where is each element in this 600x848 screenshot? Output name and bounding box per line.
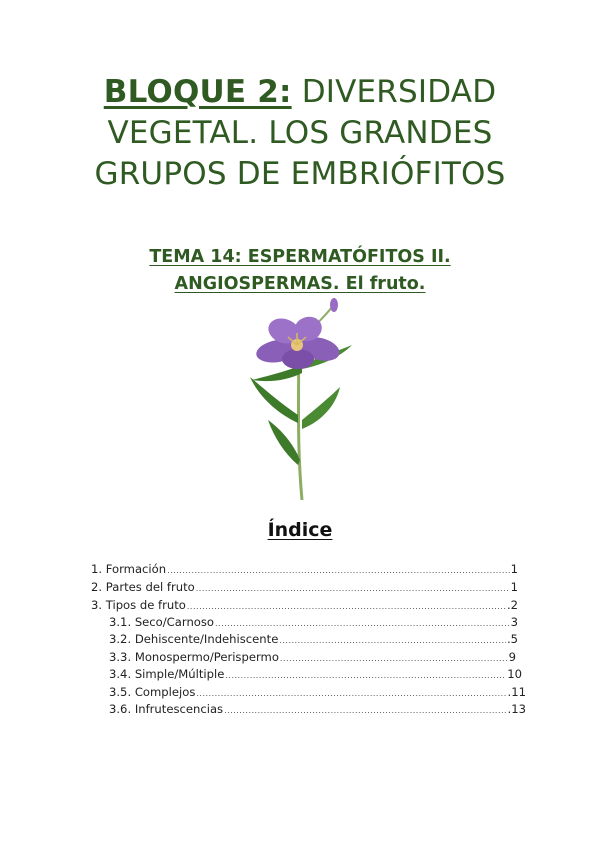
document-title: [0, 72, 600, 195]
toc-page: 1: [510, 580, 518, 594]
toc-leader-dots: [215, 615, 510, 632]
toc-leader-dots: [224, 702, 506, 719]
toc-page: .13: [507, 702, 526, 716]
toc-label: Simple/Múltiple: [134, 667, 225, 681]
block-label: BLOQUE 2:: [103, 74, 292, 110]
toc-page: 10: [507, 667, 522, 681]
toc-entry[interactable]: [91, 561, 518, 578]
leaf-left-lower: [268, 420, 300, 465]
toc-entry[interactable]: [109, 666, 522, 683]
toc-leader-dots: [167, 562, 510, 579]
toc-entry[interactable]: [109, 614, 518, 631]
toc-leader-dots: [187, 598, 506, 615]
toc-label: Complejos: [134, 685, 196, 699]
toc-number: 1.: [91, 562, 106, 576]
subtitle-line-2: ANGIOSPERMAS. El fruto.: [174, 274, 426, 294]
toc-label: Infrutescencias: [134, 702, 224, 716]
toc-label: Tipos de fruto: [105, 598, 186, 612]
toc-page: 1: [510, 562, 518, 576]
toc-entry[interactable]: [109, 701, 526, 718]
leaf-left-middle: [250, 377, 298, 423]
toc-label: Formación: [105, 562, 167, 576]
toc-leader-dots: [279, 632, 506, 649]
title-line-3: GRUPOS DE EMBRIÓFITOS: [94, 156, 506, 192]
toc-entry[interactable]: [91, 579, 518, 596]
toc-entry[interactable]: [109, 631, 518, 648]
toc-page: .5: [506, 632, 518, 646]
petal: [282, 349, 314, 369]
leaf-right-middle: [302, 387, 340, 429]
toc-leader-dots: [225, 667, 506, 684]
topic-subtitle: [0, 244, 600, 298]
toc-number: 3.6.: [109, 702, 135, 716]
flower-bud: [330, 298, 338, 312]
toc-number: 3.3.: [109, 650, 135, 664]
toc-label: Partes del fruto: [105, 580, 195, 594]
title-line-2: VEGETAL. LOS GRANDES: [107, 115, 493, 151]
toc-number: 3.2.: [109, 632, 135, 646]
subtitle-line-1: TEMA 14: ESPERMATÓFITOS II.: [149, 247, 451, 267]
toc-entry[interactable]: [109, 649, 516, 666]
toc-page: .11: [507, 685, 526, 699]
toc-leader-dots: [196, 580, 510, 597]
toc-number: 3.4.: [109, 667, 135, 681]
toc-entry[interactable]: [91, 597, 518, 614]
toc-page: 9: [508, 650, 516, 664]
toc-page: 3: [510, 615, 518, 629]
toc-leader-dots: [280, 650, 508, 667]
toc-entry[interactable]: [109, 684, 526, 701]
toc-label: Seco/Carnoso: [134, 615, 215, 629]
toc-leader-dots: [196, 685, 506, 702]
toc-label: Dehiscente/Indehiscente: [134, 632, 279, 646]
toc-number: 2.: [91, 580, 106, 594]
toc-number: 3.: [91, 598, 106, 612]
title-line-1: DIVERSIDAD: [291, 74, 497, 110]
toc-label: Monospermo/Perispermo: [134, 650, 279, 664]
index-heading: Índice: [267, 519, 333, 541]
toc-page: .2: [506, 598, 518, 612]
toc-number: 3.1.: [109, 615, 135, 629]
toc-number: 3.5.: [109, 685, 135, 699]
flower-illustration: [240, 295, 360, 505]
